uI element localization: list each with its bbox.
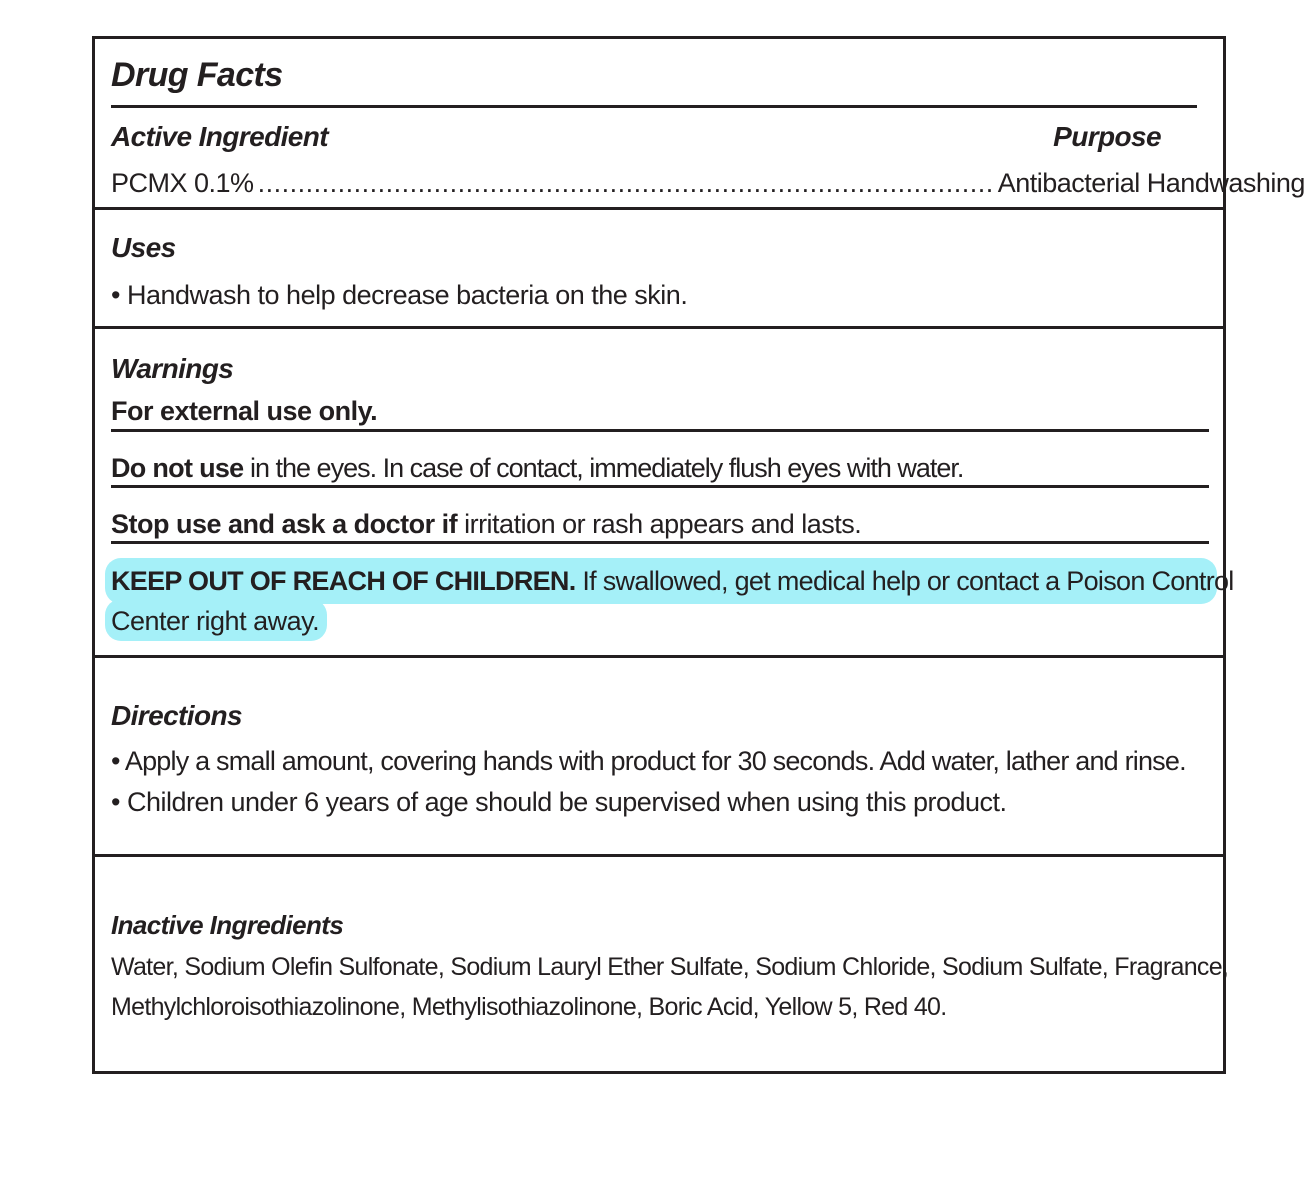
stop-use-warning: [111, 508, 861, 540]
keep-out-text-continued: Center right away.: [111, 606, 320, 636]
uses-heading: Uses: [111, 232, 176, 263]
inactive-ingredients-list-continued: Methylchloroisothiazolinone, Methylisothiazolinone, Boric Acid, Yellow 5, Red 40.: [111, 993, 947, 1021]
keep-out-of-reach-warning: [111, 565, 1234, 597]
warning-rule: [111, 485, 1209, 488]
directions-item: • Children under 6 years of age should be supervised when using this product.: [111, 787, 1007, 817]
inactive-ingredients-list: Water, Sodium Olefin Sulfonate, Sodium Lauryl Ether Sulfate, Sodium Chloride, Sodium Sulfate, Fragrance,: [111, 953, 1229, 981]
section-divider: [95, 655, 1223, 658]
inactive-ingredients-heading: Inactive Ingredients: [111, 910, 344, 940]
section-divider: [95, 854, 1223, 857]
directions-heading: Directions: [111, 700, 242, 731]
uses-item: • Handwash to help decrease bacteria on the skin.: [111, 280, 688, 310]
warning-rule: [111, 541, 1209, 544]
do-not-use-text: in the eyes. In case of contact, immediately flush eyes with water.: [243, 453, 964, 483]
directions-item: • Apply a small amount, covering hands with product for 30 seconds. Add water, lather and rinse.: [111, 746, 1186, 776]
warnings-heading: Warnings: [111, 353, 234, 384]
do-not-use-label: Do not use: [111, 453, 244, 483]
section-divider: [95, 326, 1223, 329]
dot-leader: ............................................................................................: [257, 168, 994, 198]
title-rule: [111, 105, 1197, 108]
do-not-use-warning: [111, 452, 963, 484]
section-divider: [95, 207, 1223, 210]
active-ingredient-name: PCMX 0.1%: [111, 168, 254, 198]
stop-use-text: irritation or rash appears and lasts.: [457, 509, 862, 539]
drug-facts-panel: [92, 36, 1305, 1074]
warning-rule: [111, 429, 1209, 432]
active-ingredient-heading: Active Ingredient: [111, 121, 328, 152]
keep-out-label: KEEP OUT OF REACH OF CHILDREN.: [111, 566, 576, 596]
keep-out-text: If swallowed, get medical help or contact a Poison Control: [575, 566, 1234, 596]
active-ingredient-purpose: Antibacterial Handwashing: [997, 168, 1305, 198]
purpose-heading: Purpose: [1053, 121, 1161, 152]
drug-facts-title: Drug Facts: [111, 56, 283, 94]
external-use-warning: For external use only.: [111, 396, 378, 426]
active-ingredient-row: [111, 167, 1305, 199]
stop-use-label: Stop use and ask a doctor if: [111, 509, 458, 539]
